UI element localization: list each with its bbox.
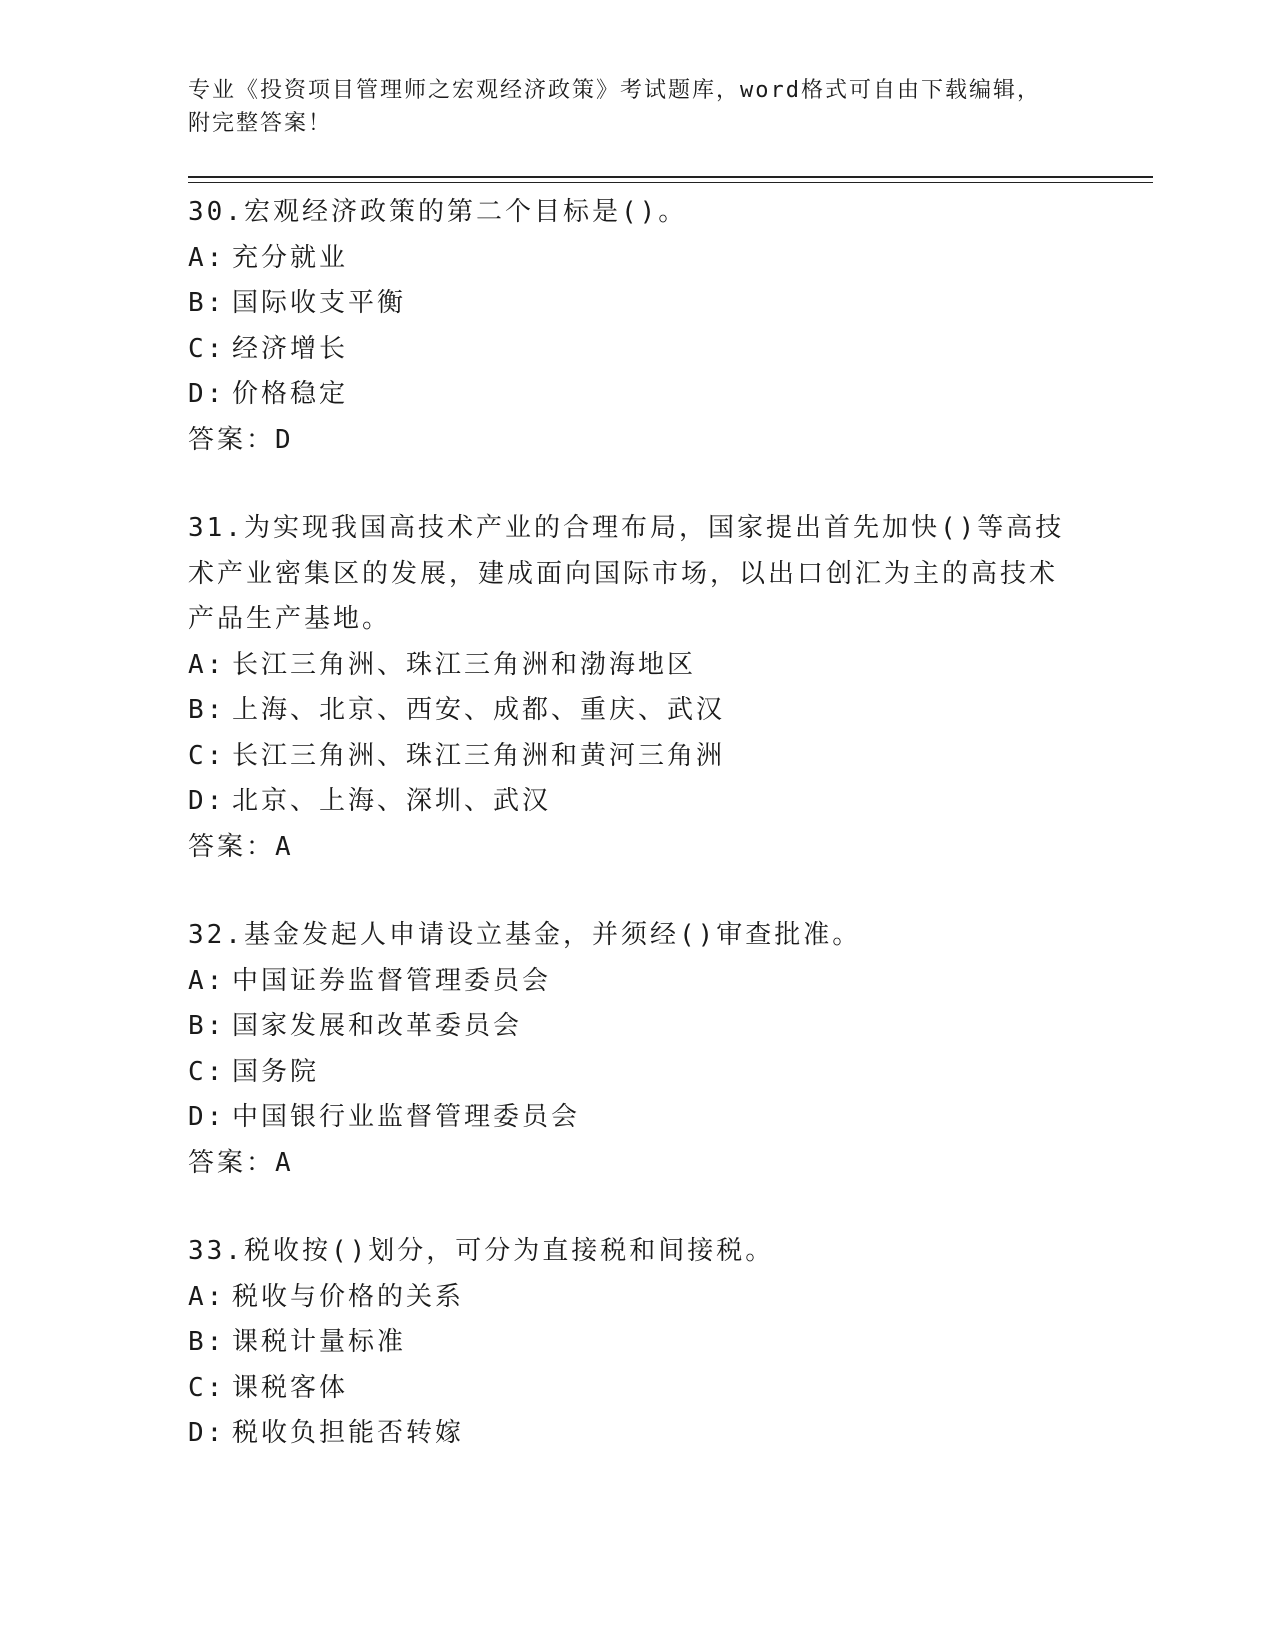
- option-key: A:: [188, 965, 226, 996]
- spacer: [188, 870, 1088, 913]
- option-a: [188, 236, 1088, 282]
- question-stem: 33.税收按()划分，可分为直接税和间接税。: [188, 1236, 775, 1266]
- option-c: [188, 1366, 1088, 1412]
- option-key: A:: [188, 1281, 226, 1312]
- option-b: [188, 1320, 1088, 1366]
- question-30: [188, 190, 1088, 463]
- option-text: 国务院: [232, 1056, 320, 1087]
- option-key: C:: [188, 740, 226, 771]
- option-text: 税收负担能否转嫁: [232, 1418, 465, 1448]
- question-stem: 30.宏观经济政策的第二个目标是()。: [188, 197, 688, 227]
- document-header: [188, 74, 1088, 140]
- option-a: [188, 643, 1088, 689]
- header-divider-thin: [188, 182, 1153, 183]
- header-line-1: 专业《投资项目管理师之宏观经济政策》考试题库，word格式可自由下载编辑，: [188, 78, 1041, 103]
- option-key: C:: [188, 333, 226, 364]
- option-b: [188, 688, 1088, 734]
- spacer: [188, 463, 1088, 506]
- option-key: D:: [188, 1102, 226, 1132]
- option-text: 国际收支平衡: [232, 288, 407, 318]
- question-32: [188, 913, 1088, 1186]
- option-text: 中国证券监督管理委员会: [232, 965, 552, 996]
- answer-line: 答案：D: [188, 424, 294, 455]
- option-c: [188, 1050, 1088, 1096]
- question-33: [188, 1229, 1088, 1457]
- option-key: B:: [188, 1011, 226, 1041]
- option-c: [188, 327, 1088, 373]
- option-text: 中国银行业监督管理委员会: [232, 1102, 581, 1132]
- question-stem: 31.为实现我国高技术产业的合理布局，国家提出首先加快()等高技术产业密集区的发展，建成面向国际市场，以出口创汇为主的高技术产品生产基地。: [188, 513, 1065, 634]
- option-key: A:: [188, 242, 226, 273]
- option-text: 税收与价格的关系: [232, 1281, 465, 1312]
- option-key: A:: [188, 649, 226, 680]
- option-d: [188, 1095, 1088, 1141]
- spacer: [188, 1186, 1088, 1229]
- option-key: D:: [188, 379, 226, 409]
- option-text: 上海、北京、西安、成都、重庆、武汉: [232, 695, 726, 725]
- option-d: [188, 372, 1088, 418]
- option-key: D:: [188, 786, 226, 816]
- option-text: 课税计量标准: [232, 1327, 407, 1357]
- option-a: [188, 1275, 1088, 1321]
- option-d: [188, 779, 1088, 825]
- option-text: 长江三角洲、珠江三角洲和渤海地区: [232, 649, 697, 680]
- option-text: 课税客体: [232, 1372, 349, 1403]
- answer-line: 答案：A: [188, 831, 294, 862]
- option-key: B:: [188, 695, 226, 725]
- option-text: 长江三角洲、珠江三角洲和黄河三角洲: [232, 740, 726, 771]
- option-key: D:: [188, 1418, 226, 1448]
- header-divider-thick: [188, 176, 1153, 178]
- option-key: B:: [188, 288, 226, 318]
- option-b: [188, 281, 1088, 327]
- header-line-2: 附完整答案！: [188, 111, 333, 136]
- option-c: [188, 734, 1088, 780]
- option-text: 充分就业: [232, 242, 349, 273]
- option-key: C:: [188, 1056, 226, 1087]
- question-stem: 32.基金发起人申请设立基金，并须经()审查批准。: [188, 920, 862, 950]
- option-key: B:: [188, 1327, 226, 1357]
- answer-line: 答案：A: [188, 1147, 294, 1178]
- question-31: [188, 506, 1088, 870]
- option-a: [188, 959, 1088, 1005]
- question-list: [188, 190, 1088, 1457]
- option-text: 北京、上海、深圳、武汉: [232, 786, 552, 816]
- option-b: [188, 1004, 1088, 1050]
- option-key: C:: [188, 1372, 226, 1403]
- option-d: [188, 1411, 1088, 1457]
- option-text: 国家发展和改革委员会: [232, 1011, 523, 1041]
- option-text: 价格稳定: [232, 379, 349, 409]
- option-text: 经济增长: [232, 333, 349, 364]
